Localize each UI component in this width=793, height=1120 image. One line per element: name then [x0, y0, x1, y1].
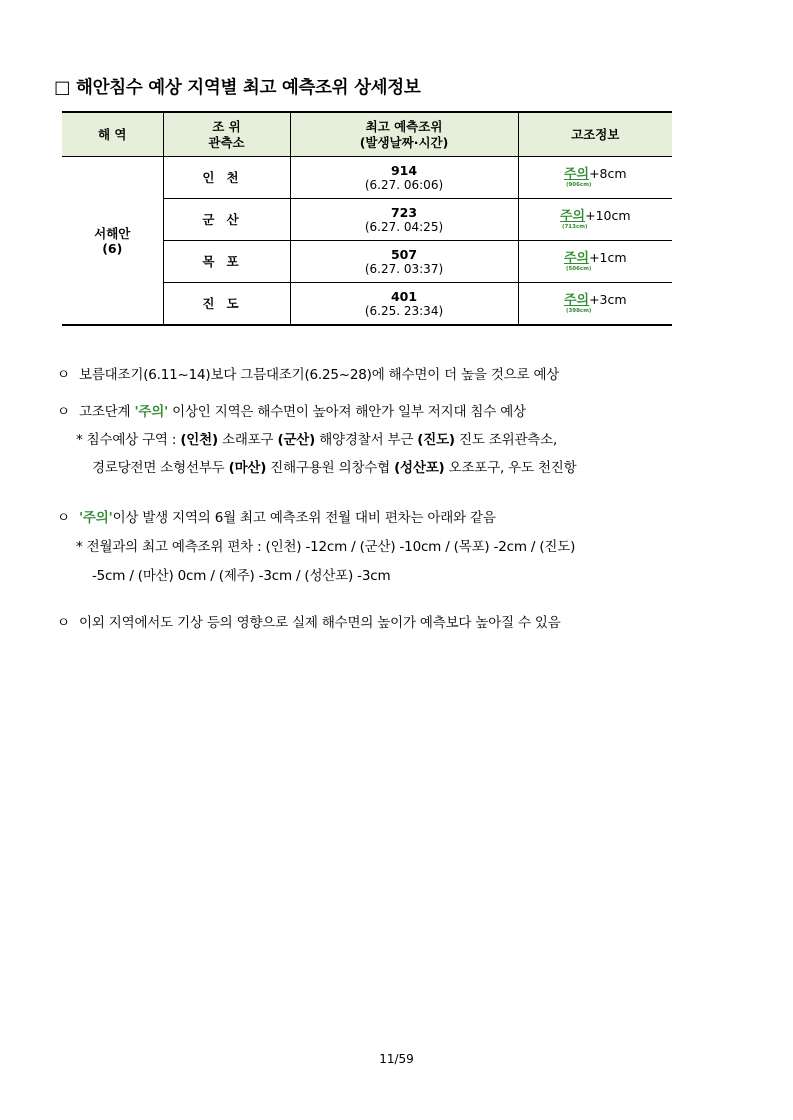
station-cell: 진도	[163, 283, 290, 326]
tide-forecast-table	[62, 111, 672, 326]
tide-reference: (906cm)	[565, 182, 592, 188]
tide-reference: (713cm)	[561, 224, 588, 230]
region-cell	[62, 157, 163, 326]
bullet-3	[57, 508, 496, 528]
max-tide-datetime: (6.27. 03:37)	[364, 261, 444, 276]
region-incheon: (인천)	[180, 432, 218, 448]
max-tide-value: 507	[390, 246, 418, 262]
tide-info-cell	[518, 199, 672, 241]
section-title: □ 해안침수 예상 지역별 최고 예측조위 상세정보	[54, 78, 421, 98]
station-cell: 군산	[163, 199, 290, 241]
sub-prefix: * 침수예상 구역 :	[76, 432, 181, 448]
page-number: 11/59	[379, 1052, 414, 1066]
max-tide-cell	[290, 157, 518, 199]
sub-text: 오조포구, 우도 천진항	[444, 460, 577, 476]
tide-offset: +10cm	[585, 208, 631, 223]
sub-text: 진해구용원 의창수협	[266, 460, 395, 476]
region-gunsan: (군산)	[277, 432, 316, 448]
sub-text: 경로당전면 소형선부두	[92, 460, 229, 476]
region-masan: (마산)	[228, 460, 267, 476]
max-tide-datetime: (6.25. 23:34)	[364, 303, 444, 318]
tide-stage-label: 주의	[563, 293, 590, 308]
bullet-4-text: 이외 지역에서도 기상 등의 영향으로 실제 해수면의 높이가 예측보다 높아질 수 있음	[79, 615, 561, 631]
bullet-2-text: 이상인 지역은 해수면이 높아져 해안가 일부 저지대 침수 예상	[168, 404, 526, 420]
station-cell: 목포	[163, 241, 290, 283]
sub-text: 소래포구	[217, 432, 278, 448]
bullet-2-sub-line-2	[92, 458, 576, 478]
max-tide-cell	[290, 241, 518, 283]
bullet-marker: ㅇ	[57, 510, 70, 526]
tide-offset: +3cm	[589, 292, 627, 307]
max-tide-value: 914	[390, 162, 418, 178]
bullet-2	[57, 402, 526, 422]
bullet-3-sub-line-1: * 전월과의 최고 예측조위 편차 : (인천) -12cm / (군산) -10cm / (목포) -2cm / (진도)	[76, 539, 576, 555]
bullet-2-label: 고조단계	[79, 404, 135, 420]
bullet-1	[57, 365, 559, 385]
bullet-3-text: 이상 발생 지역의 6월 최고 예측조위 전월 대비 편차는 아래와 같음	[112, 510, 496, 526]
header-station: 조 위 관측소	[163, 112, 290, 157]
bullet-1-text: 보름대조기(6.11~14)보다 그믐대조기(6.25~28)에 해수면이 더 높을 것으로 예상	[79, 367, 560, 383]
sub-text: 진도 조위관측소,	[454, 432, 558, 448]
bullet-2-stage: '주의'	[134, 404, 169, 420]
tide-info-cell	[518, 241, 672, 283]
tide-offset: +1cm	[589, 250, 627, 265]
max-tide-value: 723	[390, 204, 418, 220]
sub-text: 해양경찰서 부근	[315, 432, 418, 448]
max-tide-datetime: (6.27. 06:06)	[364, 177, 444, 192]
table-header-row	[62, 112, 672, 157]
header-max-tide: 최고 예측조위 (발생날짜·시간)	[290, 112, 518, 157]
tide-stage-label: 주의	[563, 251, 590, 266]
header-region: 해 역	[62, 112, 163, 157]
bullet-marker: ㅇ	[57, 615, 70, 631]
tide-stage-label: 주의	[559, 209, 586, 224]
max-tide-datetime: (6.27. 04:25)	[364, 219, 444, 234]
bullet-3-stage: '주의'	[79, 510, 113, 526]
station-cell: 인천	[163, 157, 290, 199]
table-row	[62, 157, 672, 199]
region-count: (6)	[102, 240, 123, 256]
tide-info-cell	[518, 157, 672, 199]
bullet-2-sub-line-1	[76, 430, 557, 450]
max-tide-cell	[290, 199, 518, 241]
tide-info-cell	[518, 283, 672, 326]
region-name: 서해안	[94, 225, 131, 241]
header-tide-info: 고조정보	[518, 112, 672, 157]
bullet-marker: ㅇ	[57, 367, 70, 383]
max-tide-cell	[290, 283, 518, 326]
bullet-3-sub-line-2: -5cm / (마산) 0cm / (제주) -3cm / (성산포) -3cm	[92, 568, 391, 584]
max-tide-value: 401	[390, 288, 418, 304]
tide-offset: +8cm	[589, 166, 627, 181]
region-seongsanpo: (성산포)	[394, 460, 445, 476]
tide-reference: (398cm)	[565, 308, 592, 314]
region-jindo: (진도)	[417, 432, 455, 448]
tide-stage-label: 주의	[563, 167, 590, 182]
tide-reference: (506cm)	[565, 266, 592, 272]
bullet-marker: ㅇ	[57, 404, 70, 420]
bullet-4	[57, 613, 561, 633]
